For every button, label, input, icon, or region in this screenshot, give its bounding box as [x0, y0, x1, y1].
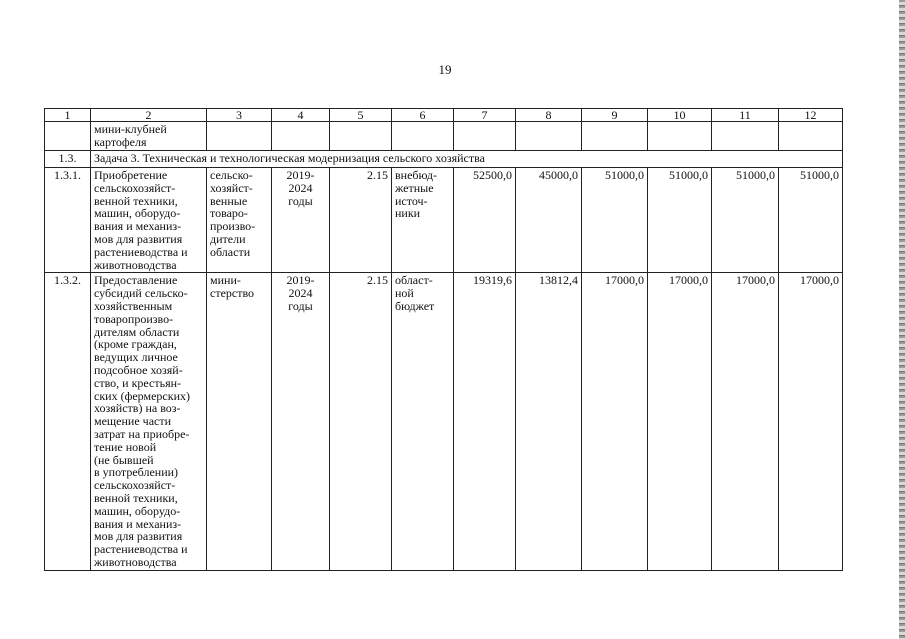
task-number: 1.3.	[45, 151, 91, 168]
column-number-row	[45, 109, 843, 122]
column-number: 2	[91, 109, 207, 122]
measure-period: 2019- 2024 годы	[272, 168, 330, 273]
funding-value: 17000,0	[582, 273, 648, 570]
column-number: 1	[45, 109, 91, 122]
empty-cell	[779, 122, 843, 151]
indicator-reference: 2.15	[330, 273, 392, 570]
funding-value: 17000,0	[648, 273, 712, 570]
column-number: 11	[712, 109, 779, 122]
empty-cell	[392, 122, 454, 151]
measure-name-continued: мини-клубней картофеля	[91, 122, 207, 151]
funding-value: 51000,0	[582, 168, 648, 273]
measure-executor: мини- стерство	[207, 273, 272, 570]
scanned-page-edge	[899, 0, 905, 639]
funding-source: област- ной бюджет	[392, 273, 454, 570]
empty-cell	[516, 122, 582, 151]
funding-value: 51000,0	[648, 168, 712, 273]
funding-value: 19319,6	[454, 273, 516, 570]
measure-name: Приобретение сельскохозяйст- венной техники, машин, оборудо- вания и механиз- мов для развития растениеводства и животноводства	[91, 168, 207, 273]
column-number: 6	[392, 109, 454, 122]
funding-value: 51000,0	[779, 168, 843, 273]
empty-cell	[330, 122, 392, 151]
task-title: Задача 3. Техническая и технологическая модернизация сельского хозяйства	[91, 151, 843, 168]
funding-value: 52500,0	[454, 168, 516, 273]
measure-number: 1.3.2.	[45, 273, 91, 570]
measure-number: 1.3.1.	[45, 168, 91, 273]
column-number: 5	[330, 109, 392, 122]
measure-name: Предоставление субсидий сельско- хозяйственным товаропроизво- дителям области (кроме граждан, ведущих личное подсобное хозяй- ство, и крестьян- ских (фермерских) хозяйств) на воз- мещение части затрат на приобре- тение новой (не бывшей в употреблении) сельскохозяйст- венной техники, машин, оборудо- вания и механиз- мов для развития растениеводства и животноводства	[91, 273, 207, 570]
funding-value: 51000,0	[712, 168, 779, 273]
empty-cell	[45, 122, 91, 151]
empty-cell	[648, 122, 712, 151]
column-number: 4	[272, 109, 330, 122]
column-number: 12	[779, 109, 843, 122]
funding-value: 17000,0	[779, 273, 843, 570]
empty-cell	[272, 122, 330, 151]
funding-source: внебюд- жетные источ- ники	[392, 168, 454, 273]
program-table	[44, 108, 843, 571]
column-number: 8	[516, 109, 582, 122]
column-number: 9	[582, 109, 648, 122]
funding-value: 13812,4	[516, 273, 582, 570]
measure-executor: сельско- хозяйст- венные товаро- произво- дители области	[207, 168, 272, 273]
column-number: 7	[454, 109, 516, 122]
table-row	[45, 273, 843, 570]
indicator-reference: 2.15	[330, 168, 392, 273]
table-row	[45, 168, 843, 273]
funding-value: 45000,0	[516, 168, 582, 273]
task-row	[45, 151, 843, 168]
empty-cell	[207, 122, 272, 151]
empty-cell	[454, 122, 516, 151]
column-number: 3	[207, 109, 272, 122]
column-number: 10	[648, 109, 712, 122]
measure-period: 2019- 2024 годы	[272, 273, 330, 570]
continuation-row	[45, 122, 843, 151]
empty-cell	[712, 122, 779, 151]
page-number: 19	[438, 62, 452, 77]
funding-value: 17000,0	[712, 273, 779, 570]
empty-cell	[582, 122, 648, 151]
